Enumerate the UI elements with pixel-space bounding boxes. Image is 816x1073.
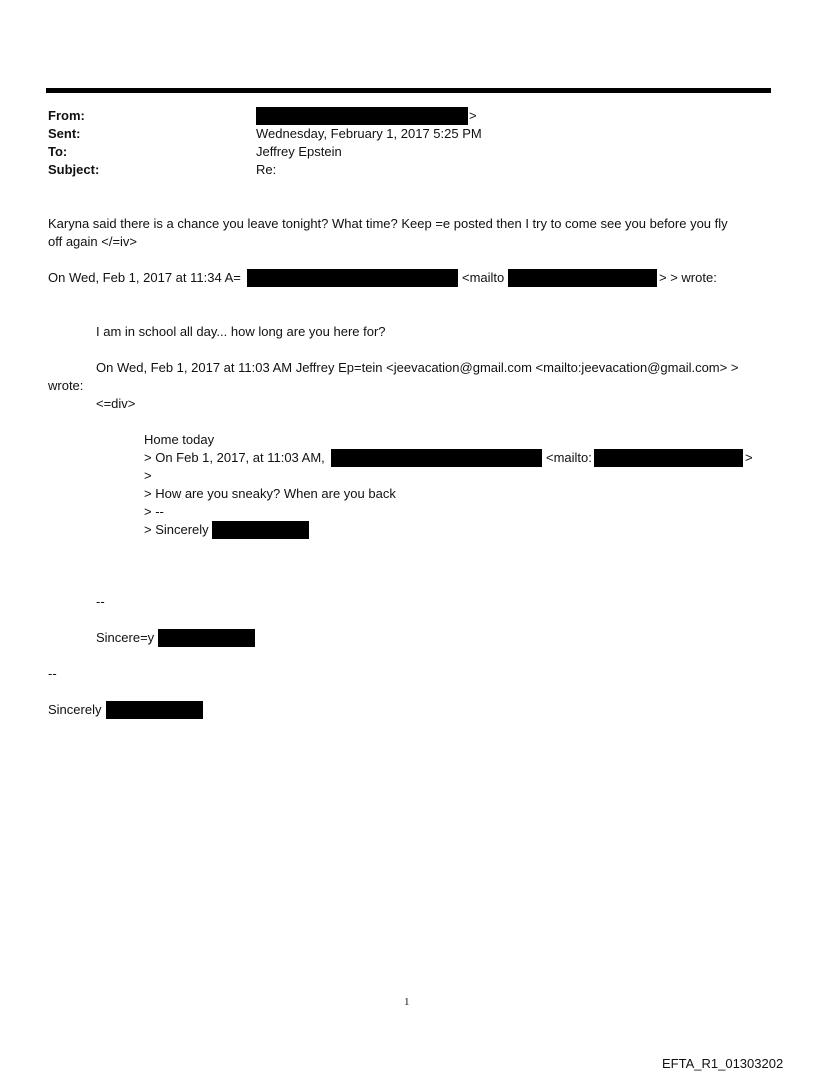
header-rule <box>46 88 771 93</box>
redaction-nested-sender <box>331 449 542 467</box>
nested-sincerely: > Sincerely <box>144 522 209 537</box>
subject-value: Re: <box>256 162 277 177</box>
body-line-1: Karyna said there is a chance you leave tonight? What time? Keep =e posted then I try to come see you before you fly <box>48 216 728 231</box>
subject-label: Subject: <box>48 162 100 177</box>
div-tag: <=div> <box>96 396 136 411</box>
quote2-wrote: wrote: <box>48 378 84 393</box>
quote1-wrote: > > wrote: <box>659 270 717 285</box>
body-line-2: off again </=iv> <box>48 234 138 249</box>
to-value: Jeffrey Epstein <box>256 144 342 159</box>
redaction-signature-2 <box>106 701 203 719</box>
signature-sincere-y: Sincere=y <box>96 630 155 645</box>
from-suffix: > <box>469 108 477 123</box>
nested-mailto: <mailto: <box>546 450 592 465</box>
to-label: To: <box>48 144 68 159</box>
nested-quote-header: > On Feb 1, 2017, at 11:03 AM, <box>144 450 325 465</box>
redaction-quote1-sender <box>247 269 458 287</box>
redaction-from <box>256 107 468 125</box>
signature-sincerely: Sincerely <box>48 702 102 717</box>
quote1-header: On Wed, Feb 1, 2017 at 11:34 A= <box>48 270 241 285</box>
from-label: From: <box>48 108 85 123</box>
sent-value: Wednesday, February 1, 2017 5:25 PM <box>256 126 482 141</box>
signature-dashes-2: -- <box>48 666 57 681</box>
quote2-header: On Wed, Feb 1, 2017 at 11:03 AM Jeffrey Ep=tein <jeevacation@gmail.com <mailto:jeevacation@gmail.com> > <box>96 360 739 375</box>
nested-gt: > <box>144 468 152 483</box>
home-today: Home today <box>144 432 215 447</box>
document-id: EFTA_R1_01303202 <box>662 1056 784 1071</box>
sent-label: Sent: <box>48 126 81 141</box>
reply1-text: I am in school all day... how long are you here for? <box>96 324 386 339</box>
nested-close: > <box>745 450 753 465</box>
nested-sneaky: > How are you sneaky? When are you back <box>144 486 396 501</box>
signature-dashes-1: -- <box>96 594 105 609</box>
quote1-mailto: <mailto <box>462 270 505 285</box>
redaction-nested-email <box>594 449 743 467</box>
redaction-quote1-email <box>508 269 657 287</box>
redaction-nested-signature <box>212 521 309 539</box>
page-number: 1 <box>404 996 410 1008</box>
nested-dashes: > -- <box>144 504 164 519</box>
redaction-signature-1 <box>158 629 255 647</box>
